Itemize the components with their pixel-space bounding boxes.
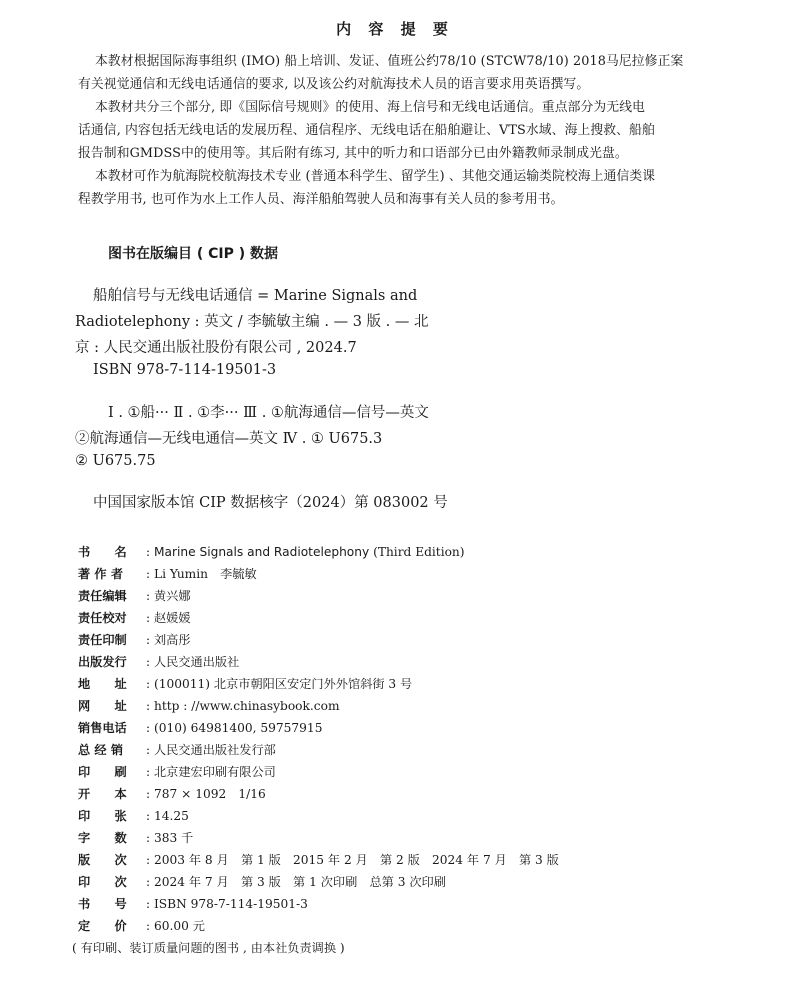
summary-title: 内 容 提 要 [336, 20, 454, 38]
row-value: Li Yumin 李毓敏 [153, 567, 257, 581]
colophon-row-printings: 印 次 : 2024 年 7 月 第 3 版 第 1 次印刷 总第 3 次印刷 [78, 875, 446, 889]
row-value: http : //www.chinasybook.com [153, 699, 340, 713]
colophon-row-editor: 责任编辑 : 黄兴娜 [78, 589, 191, 603]
summary-line: 话通信, 内容包括无线电话的发展历程、通信程序、无线电话在船舶避让、VTS水域、海上搜救、船舶 [78, 123, 655, 138]
row-value: (010) 64981400, 59757915 [153, 721, 323, 735]
row-value: 人民交通出版社 [153, 655, 240, 669]
colophon-row-website: 网 址 : http : //www.chinasybook.com [78, 699, 340, 713]
edition-value: (Third Edition) [373, 545, 465, 559]
colophon-footnote: ( 有印刷、装订质量问题的图书 , 由本社负责调换 ) [72, 941, 345, 955]
row-value: 60.00 元 [153, 919, 205, 933]
row-label: 印 张 [78, 809, 127, 823]
colophon-row-title: 书 名 : Marine Signals and Radiotelephony (Third Edition) [78, 545, 465, 559]
row-label: 定 价 [78, 919, 127, 933]
row-value: 刘高彤 [153, 633, 191, 647]
row-value: 787 × 1092 1/16 [153, 787, 266, 801]
cip-classification: ② U675.75 [75, 453, 156, 469]
summary-line: 本教材可作为航海院校航海技术专业 (普通本科学生、留学生) 、其他交通运输类院校海上通信类课 [95, 169, 656, 184]
cip-classification: Ⅰ . ①船··· Ⅱ . ①李··· Ⅲ . ①航海通信—信号—英文 [108, 405, 429, 421]
row-label: 责任编辑 [78, 589, 127, 603]
cip-heading: 图书在版编目 ( CIP ) 数据 [108, 246, 279, 262]
row-label: 书 名 [78, 545, 127, 559]
row-label: 字 数 [78, 831, 127, 845]
row-label: 销售电话 [78, 721, 127, 735]
row-value: 人民交通出版社发行部 [153, 743, 276, 757]
row-label: 开 本 [78, 787, 127, 801]
row-value: ISBN 978-7-114-19501-3 [153, 897, 308, 911]
row-value: 2003 年 8 月 第 1 版 2015 年 2 月 第 2 版 2024 年 7 月 第 3 版 [153, 853, 559, 867]
colophon-row-proofreader: 责任校对 : 赵媛媛 [78, 611, 191, 625]
row-label: 网 址 [78, 699, 127, 713]
cip-line: 船舶信号与无线电话通信 = Marine Signals and [93, 288, 418, 304]
summary-line: 有关视觉通信和无线电话通信的要求, 以及该公约对航海技术人员的语言要求用英语撰写。 [78, 77, 590, 92]
cip-line: 京 : 人民交通出版社股份有限公司 , 2024.7 [75, 340, 357, 356]
row-label: 版 次 [78, 853, 127, 867]
row-value: 黄兴娜 [153, 589, 191, 603]
row-value: 14.25 [153, 809, 189, 823]
row-label: 印 刷 [78, 765, 127, 779]
row-label: 印 次 [78, 875, 127, 889]
cip-isbn: ISBN 978-7-114-19501-3 [93, 362, 277, 378]
colophon-row-distributor: 总 经 销 : 人民交通出版社发行部 [78, 743, 276, 757]
row-label: 责任印制 [78, 633, 127, 647]
summary-line: 本教材共分三个部分, 即《国际信号规则》的使用、海上信号和无线电话通信。重点部分为无线电 [95, 100, 646, 115]
colophon-row-address: 地 址 : (100011) 北京市朝阳区安定门外外馆斜街 3 号 [78, 677, 413, 691]
colophon-row-publisher: 出版发行 : 人民交通出版社 [78, 655, 240, 669]
colophon-row-sheets: 印 张 : 14.25 [78, 809, 189, 823]
colophon-row-print-supervisor: 责任印制 : 刘高彤 [78, 633, 191, 647]
colophon-row-editions: 版 次 : 2003 年 8 月 第 1 版 2015 年 2 月 第 2 版 2024 年 7 月 第 3 版 [78, 853, 559, 867]
summary-line: 本教材根据国际海事组织 (IMO) 船上培训、发证、值班公约78/10 (STCW78/10) 2018马尼拉修正案 [95, 54, 684, 69]
row-value: 赵媛媛 [153, 611, 191, 625]
colophon-row-isbn: 书 号 : ISBN 978-7-114-19501-3 [78, 897, 308, 911]
cip-classification: ②航海通信—无线电通信—英文 Ⅳ . ① U675.3 [75, 431, 383, 447]
row-value: 2024 年 7 月 第 3 版 第 1 次印刷 总第 3 次印刷 [153, 875, 446, 889]
summary-line: 程教学用书, 也可作为水上工作人员、海洋船舶驾驶人员和海事有关人员的参考用书。 [78, 192, 564, 207]
cip-record-number: 中国国家版本馆 CIP 数据核字（2024）第 083002 号 [93, 495, 448, 511]
row-label: 出版发行 [78, 655, 127, 669]
row-label: 地 址 [78, 677, 127, 691]
cip-line: Radiotelephony : 英文 / 李毓敏主编 . — 3 版 . — 北 [75, 314, 429, 330]
summary-line: 报告制和GMDSS中的使用等。其后附有练习, 其中的听力和口语部分已由外籍教师录制成光盘。 [78, 146, 628, 161]
colophon-row-price: 定 价 : 60.00 元 [78, 919, 205, 933]
row-label: 责任校对 [78, 611, 127, 625]
row-value: 北京建宏印刷有限公司 [153, 765, 276, 779]
row-label: 著 作 者 [78, 567, 124, 581]
row-value: 383 千 [153, 831, 194, 845]
colophon-row-printer: 印 刷 : 北京建宏印刷有限公司 [78, 765, 276, 779]
colophon-row-word-count: 字 数 : 383 千 [78, 831, 194, 845]
colophon-row-format: 开 本 : 787 × 1092 1/16 [78, 787, 266, 801]
row-value: (100011) 北京市朝阳区安定门外外馆斜街 3 号 [153, 677, 413, 691]
row-label: 总 经 销 [78, 743, 124, 757]
colophon-row-phone: 销售电话 : (010) 64981400, 59757915 [78, 721, 323, 735]
book-title-value: Marine Signals and Radiotelephony [153, 545, 370, 559]
row-label: 书 号 [78, 897, 127, 911]
colophon-row-author: 著 作 者 : Li Yumin 李毓敏 [78, 567, 257, 581]
